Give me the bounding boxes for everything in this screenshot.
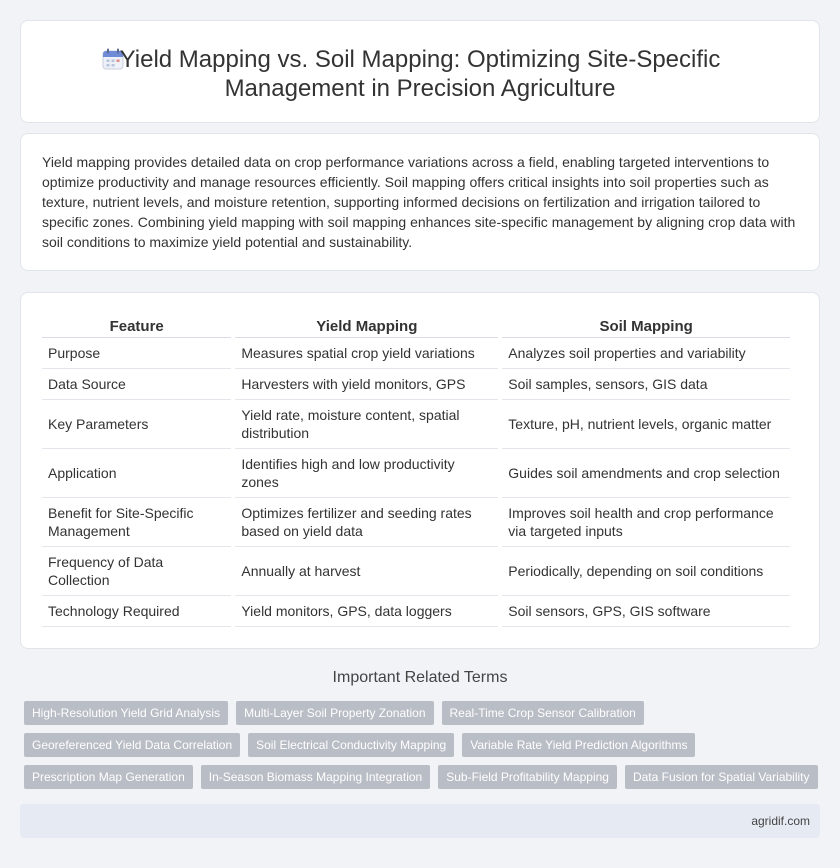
table-cell: Optimizes fertilizer and seeding rates based on yield data xyxy=(235,498,498,547)
related-term-tag[interactable]: Variable Rate Yield Prediction Algorithms xyxy=(462,733,695,757)
table-row xyxy=(42,596,790,627)
table-cell: Yield monitors, GPS, data loggers xyxy=(235,596,498,627)
page-title-text: Yield Mapping vs. Soil Mapping: Optimizing Site-Specific Management in Precision Agriculture xyxy=(119,46,721,102)
table-cell: Guides soil amendments and crop selection xyxy=(502,449,790,498)
table-cell: Identifies high and low productivity zones xyxy=(235,449,498,498)
header-feature: Feature xyxy=(42,314,231,338)
table-cell: Benefit for Site-Specific Management xyxy=(42,498,231,547)
table-cell: Periodically, depending on soil conditions xyxy=(502,547,790,596)
related-term-tag[interactable]: Real-Time Crop Sensor Calibration xyxy=(442,701,644,725)
table-cell: Key Parameters xyxy=(42,400,231,449)
related-terms-row xyxy=(24,765,818,789)
related-term-tag[interactable]: Sub-Field Profitability Mapping xyxy=(438,765,617,789)
header-soil-mapping: Soil Mapping xyxy=(502,314,790,338)
intro-card xyxy=(20,133,820,271)
table-cell: Frequency of Data Collection xyxy=(42,547,231,596)
related-term-tag[interactable]: Soil Electrical Conductivity Mapping xyxy=(248,733,454,757)
table-cell: Yield rate, moisture content, spatial distribution xyxy=(235,400,498,449)
related-term-tag[interactable]: High-Resolution Yield Grid Analysis xyxy=(24,701,228,725)
table-row xyxy=(42,449,790,498)
table-cell: Texture, pH, nutrient levels, organic matter xyxy=(502,400,790,449)
related-term-tag[interactable]: Prescription Map Generation xyxy=(24,765,193,789)
comparison-table xyxy=(38,314,794,627)
footer-site-link[interactable]: agridif.com xyxy=(751,814,810,828)
intro-paragraph: Yield mapping provides detailed data on crop performance variations across a field, enabling targeted interventions to optimize productivity and manage resources efficiently. Soil mapping offers critical insights into soil properties such as texture, nutrient levels, and moisture retention, supporting informed decisions on fertilization and irrigation tailored to specific zones. Combining yield mapping with soil mapping enhances site-specific management by aligning crop data with soil conditions to maximize yield potential and sustainability. xyxy=(42,154,796,250)
page-title xyxy=(21,45,819,103)
related-term-tag[interactable]: Multi-Layer Soil Property Zonation xyxy=(236,701,433,725)
table-cell: Application xyxy=(42,449,231,498)
table-cell: Measures spatial crop yield variations xyxy=(235,338,498,369)
table-cell: Harvesters with yield monitors, GPS xyxy=(235,369,498,400)
table-cell: Annually at harvest xyxy=(235,547,498,596)
footer-bar xyxy=(20,804,820,838)
table-cell: Soil samples, sensors, GIS data xyxy=(502,369,790,400)
related-terms-row xyxy=(24,733,695,757)
related-terms-row xyxy=(24,701,644,725)
related-term-tag[interactable]: Data Fusion for Spatial Variability xyxy=(625,765,818,789)
table-cell: Soil sensors, GPS, GIS software xyxy=(502,596,790,627)
comparison-table-card xyxy=(20,292,820,649)
table-cell: Purpose xyxy=(42,338,231,369)
table-cell: Improves soil health and crop performance via targeted inputs xyxy=(502,498,790,547)
table-cell: Data Source xyxy=(42,369,231,400)
table-cell: Analyzes soil properties and variability xyxy=(502,338,790,369)
related-term-tag[interactable]: In-Season Biomass Mapping Integration xyxy=(201,765,430,789)
table-header-row xyxy=(42,314,790,338)
table-row xyxy=(42,369,790,400)
table-row xyxy=(42,547,790,596)
table-row xyxy=(42,338,790,369)
header-yield-mapping: Yield Mapping xyxy=(235,314,498,338)
related-terms-heading: Important Related Terms xyxy=(332,669,508,686)
related-term-tag[interactable]: Georeferenced Yield Data Correlation xyxy=(24,733,240,757)
table-row xyxy=(42,400,790,449)
table-row xyxy=(42,498,790,547)
title-card xyxy=(20,20,820,123)
table-cell: Technology Required xyxy=(42,596,231,627)
